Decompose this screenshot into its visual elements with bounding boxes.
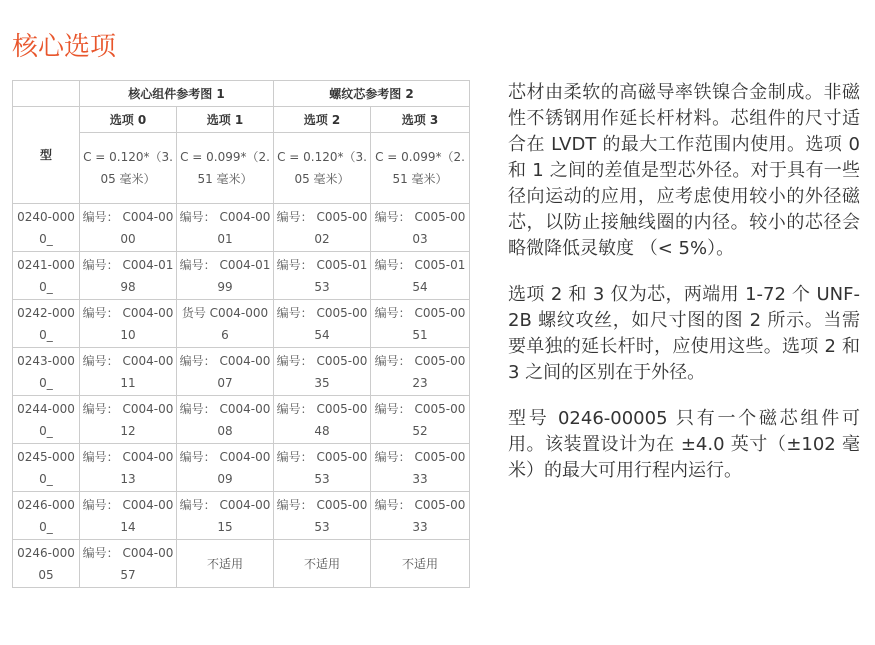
- part-cell: 编号： C004-0010: [80, 300, 177, 348]
- option-3-header: 选项 3: [371, 107, 470, 133]
- part-cell: 编号： C004-0011: [80, 348, 177, 396]
- part-cell: 编号： C004-0008: [177, 396, 274, 444]
- part-cell: 编号： C004-0007: [177, 348, 274, 396]
- table-option-header-row: [13, 107, 470, 133]
- part-cell: 不适用: [371, 540, 470, 588]
- model-cell: 0244-0000_: [13, 396, 80, 444]
- part-cell: 编号： C004-0199: [177, 252, 274, 300]
- table-row: [13, 492, 470, 540]
- part-cell: 编号： C005-0003: [371, 204, 470, 252]
- part-cell: 不适用: [177, 540, 274, 588]
- table-group-header-row: [13, 81, 470, 107]
- model-cell: 0242-0000_: [13, 300, 80, 348]
- part-cell: 编号： C005-0033: [371, 492, 470, 540]
- part-cell: 货号 C004-0006: [177, 300, 274, 348]
- model-cell: 0241-0000_: [13, 252, 80, 300]
- part-cell: 编号： C004-0000: [80, 204, 177, 252]
- option-2-spec: C = 0.120*（3.05 毫米）: [274, 133, 371, 204]
- page-title: 核心选项: [12, 32, 117, 62]
- part-cell: 编号： C005-0054: [274, 300, 371, 348]
- table-row: [13, 348, 470, 396]
- table-row: [13, 444, 470, 492]
- part-cell: 编号： C005-0023: [371, 348, 470, 396]
- table-spec-row: [13, 133, 470, 204]
- model-cell: 0245-0000_: [13, 444, 80, 492]
- part-cell: 编号： C005-0035: [274, 348, 371, 396]
- type-header: 型: [13, 107, 80, 204]
- part-cell: 编号： C005-0053: [274, 444, 371, 492]
- description-paragraph-materials: 芯材由柔软的高磁导率铁镍合金制成。非磁性不锈钢用作延长杆材料。芯组件的尺寸适合在 LVDT 的最大工作范围内使用。选项 0 和 1 之间的差值是型芯外径。对于具有一些径向运动的应用，应考虑使用较小的外径磁芯，以防止接触线圈的内径。较小的芯径会略微降低灵敏度 （< 5%）。: [508, 82, 860, 259]
- part-cell: 编号： C005-0153: [274, 252, 371, 300]
- part-cell: 编号： C005-0002: [274, 204, 371, 252]
- model-cell: 0246-0000_: [13, 492, 80, 540]
- part-cell: 编号： C005-0053: [274, 492, 371, 540]
- part-cell: 编号： C004-0015: [177, 492, 274, 540]
- part-cell: 编号： C005-0154: [371, 252, 470, 300]
- part-cell: 编号： C005-0051: [371, 300, 470, 348]
- part-cell: 编号： C005-0048: [274, 396, 371, 444]
- group-header-core-assembly: 核心组件参考图 1: [80, 81, 274, 107]
- table-row: [13, 300, 470, 348]
- model-cell: 0240-0000_: [13, 204, 80, 252]
- part-cell: 不适用: [274, 540, 371, 588]
- part-cell: 编号： C004-0001: [177, 204, 274, 252]
- table-row: [13, 204, 470, 252]
- part-cell: 编号： C004-0198: [80, 252, 177, 300]
- part-cell: 编号： C004-0014: [80, 492, 177, 540]
- part-cell: 编号： C005-0033: [371, 444, 470, 492]
- description-paragraph-model: 型号 0246-00005 只有一个磁芯组件可用。该装置设计为在 ±4.0 英寸（±102 毫米）的最大可用行程内运行。: [508, 408, 860, 481]
- part-cell: 编号： C004-0012: [80, 396, 177, 444]
- part-cell: 编号： C004-0009: [177, 444, 274, 492]
- description-paragraph-threaded: 选项 2 和 3 仅为芯，两端用 1-72 个 UNF-2B 螺纹攻丝，如尺寸图的图 2 所示。当需要单独的延长杆时，应使用这些。选项 2 和 3 之间的区别在于外径。: [508, 284, 860, 383]
- table-row: [13, 252, 470, 300]
- option-0-header: 选项 0: [80, 107, 177, 133]
- table-row: [13, 540, 470, 588]
- model-cell: 0243-0000_: [13, 348, 80, 396]
- option-0-spec: C = 0.120*（3.05 毫米）: [80, 133, 177, 204]
- part-cell: 编号： C005-0052: [371, 396, 470, 444]
- option-2-header: 选项 2: [274, 107, 371, 133]
- part-cell: 编号： C004-0013: [80, 444, 177, 492]
- option-3-spec: C = 0.099*（2.51 毫米）: [371, 133, 470, 204]
- group-header-threaded-core: 螺纹芯参考图 2: [274, 81, 470, 107]
- option-1-spec: C = 0.099*（2.51 毫米）: [177, 133, 274, 204]
- model-cell: 0246-00005: [13, 540, 80, 588]
- table-row: [13, 396, 470, 444]
- part-cell: 编号： C004-0057: [80, 540, 177, 588]
- table-corner-cell: [13, 81, 80, 107]
- option-1-header: 选项 1: [177, 107, 274, 133]
- description-panel: [508, 80, 860, 504]
- core-options-table: [12, 80, 470, 588]
